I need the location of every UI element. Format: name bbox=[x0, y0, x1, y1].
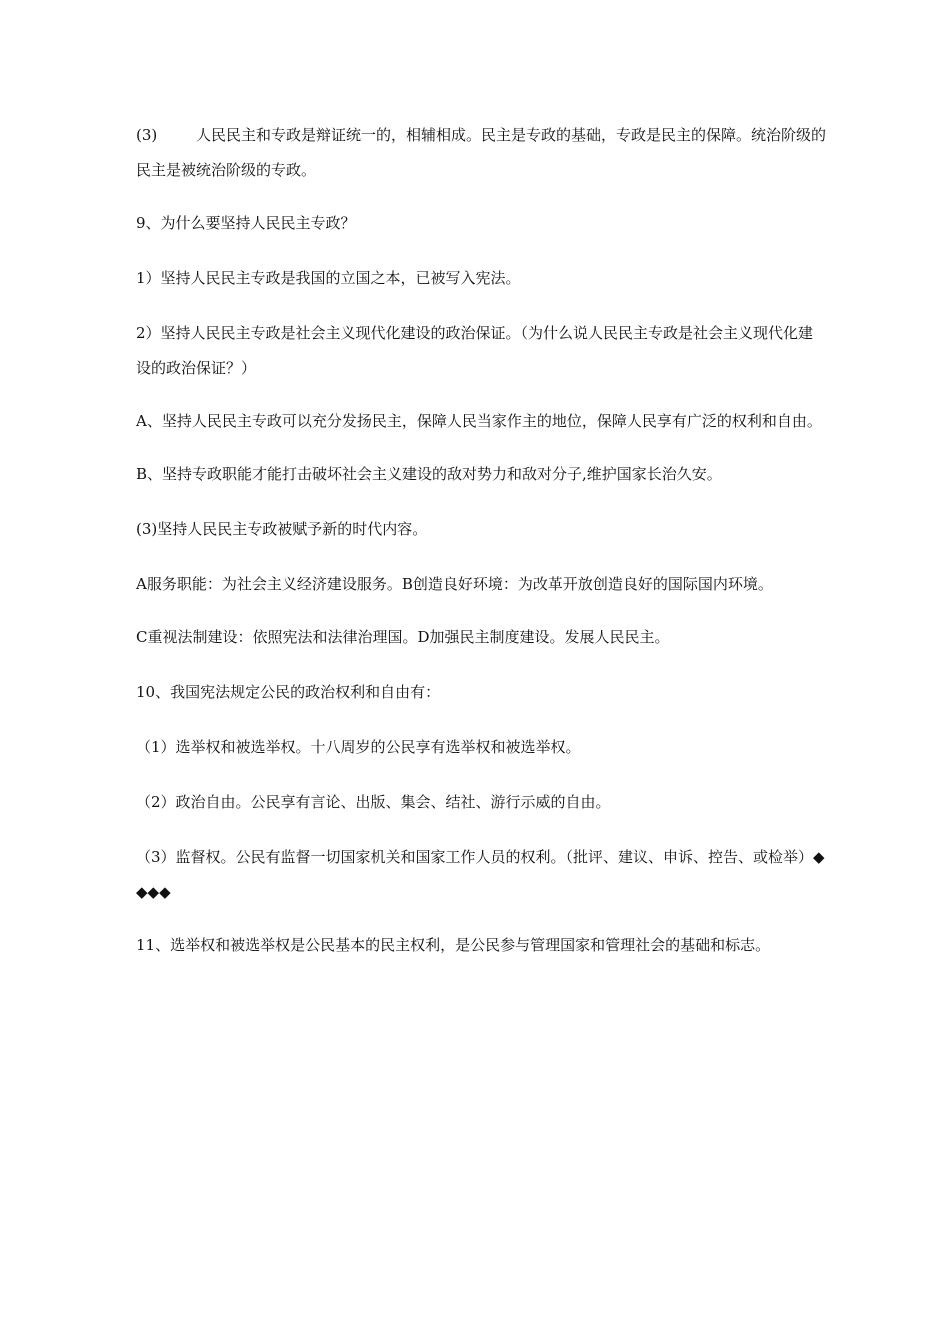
paragraph-3-dialectic bbox=[136, 118, 826, 188]
paragraph-functions-ab: A服务职能：为社会主义经济建设服务。B创造良好环境：为改革开放创造良好的国际国内环境。 bbox=[136, 575, 773, 593]
heading-question-9: 9、为什么要坚持人民民主专政？ bbox=[136, 214, 356, 232]
paragraph-right-3: （3）监督权。公民有监督一切国家机关和国家工作人员的权利。（批评、建议、申诉、控告、或检举）◆◆◆◆ bbox=[136, 848, 825, 901]
paragraph-text: 人民民主和专政是辩证统一的，相辅相成。民主是专政的基础，专政是民主的保障。统治阶级的民主是被统治阶级的专政。 bbox=[136, 126, 827, 179]
paragraph-item-b: B、坚持专政职能才能打击破坏社会主义建设的敌对势力和敌对分子,维护国家长治久安。 bbox=[136, 465, 722, 483]
paragraph-item-3: (3)坚持人民民主专政被赋予新的时代内容。 bbox=[136, 520, 428, 538]
document-page bbox=[136, 118, 826, 981]
paragraph-question-11: 11、选举权和被选举权是公民基本的民主权利，是公民参与管理国家和管理社会的基础和标志。 bbox=[136, 936, 771, 954]
paragraph-item-2: 2）坚持人民民主专政是社会主义现代化建设的政治保证。（为什么说人民民主专政是社会主义现代化建设的政治保证？） bbox=[136, 324, 814, 377]
paragraph-right-1: （1）选举权和被选举权。十八周岁的公民享有选举权和被选举权。 bbox=[136, 738, 581, 756]
paragraph-functions-cd: C重视法制建设：依照宪法和法律治理国。D加强民主制度建设。发展人民民主。 bbox=[136, 628, 670, 646]
heading-question-10: 10、我国宪法规定公民的政治权利和自由有： bbox=[136, 683, 441, 701]
paragraph-item-a: A、坚持人民民主专政可以充分发扬民主，保障人民当家作主的地位，保障人民享有广泛的权利和自由。 bbox=[136, 412, 822, 430]
paragraph-right-2: （2）政治自由。公民享有言论、出版、集会、结社、游行示威的自由。 bbox=[136, 793, 611, 811]
list-marker: (3) bbox=[136, 126, 158, 144]
paragraph-item-1: 1）坚持人民民主专政是我国的立国之本，已被写入宪法。 bbox=[136, 269, 521, 287]
